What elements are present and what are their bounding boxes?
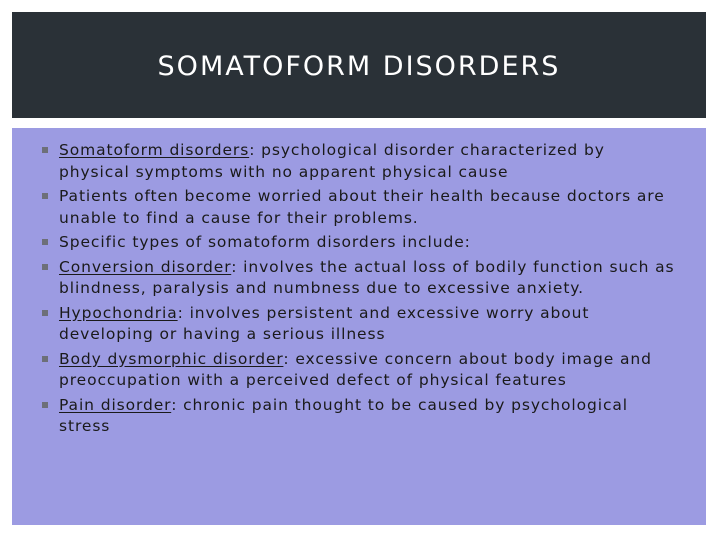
bullet-separator: : xyxy=(283,349,290,368)
bullet-text: Patients often become worried about their health because doctors are unable to find a cause for their problems. xyxy=(59,187,665,227)
square-bullet-icon xyxy=(42,402,48,408)
slide-title: SOMATOFORM DISORDERS xyxy=(157,50,561,82)
square-bullet-icon xyxy=(42,356,48,362)
bullet-term: Pain disorder xyxy=(59,395,172,414)
square-bullet-icon xyxy=(42,239,48,245)
bullet-term: Hypochondria xyxy=(59,303,178,322)
bullet-list xyxy=(42,140,676,438)
bullet-item-specific-types xyxy=(42,232,676,254)
bullet-text: involves persistent and excessive worry about developing or having a serious illness xyxy=(59,303,590,343)
bullet-term: Somatoform disorders xyxy=(59,141,250,159)
square-bullet-icon xyxy=(42,193,48,199)
bullet-separator: : xyxy=(171,395,178,414)
bullet-item-conversion-disorder xyxy=(42,257,676,300)
bullet-text: excessive concern about body image and preoccupation with a perceived defect of physical features xyxy=(59,349,652,389)
bullet-text: psychological disorder characterized by physical symptoms with no apparent physical cause xyxy=(59,141,605,181)
bullet-item-somatoform-disorders xyxy=(42,140,676,183)
bullet-term: Body dysmorphic disorder xyxy=(59,349,284,368)
bullet-item-pain-disorder xyxy=(42,395,676,438)
bullet-text: Specific types of somatoform disorders include: xyxy=(59,233,471,251)
bullet-separator: : xyxy=(249,141,256,159)
bullet-separator: : xyxy=(177,303,184,322)
square-bullet-icon xyxy=(42,264,48,270)
bullet-term: Conversion disorder xyxy=(59,257,232,276)
bullet-text: involves the actual loss of bodily function such as blindness, paralysis and numbness due to excessive anxiety. xyxy=(59,257,675,297)
square-bullet-icon xyxy=(42,147,48,153)
bullet-item-hypochondria xyxy=(42,303,676,346)
bullet-separator: : xyxy=(231,257,238,276)
content-panel xyxy=(12,128,706,525)
bullet-item-body-dysmorphic-disorder xyxy=(42,349,676,392)
bullet-item-patients-worried xyxy=(42,186,676,229)
title-bar xyxy=(12,12,706,118)
bullet-text: chronic pain thought to be caused by psychological stress xyxy=(59,395,628,435)
square-bullet-icon xyxy=(42,310,48,316)
